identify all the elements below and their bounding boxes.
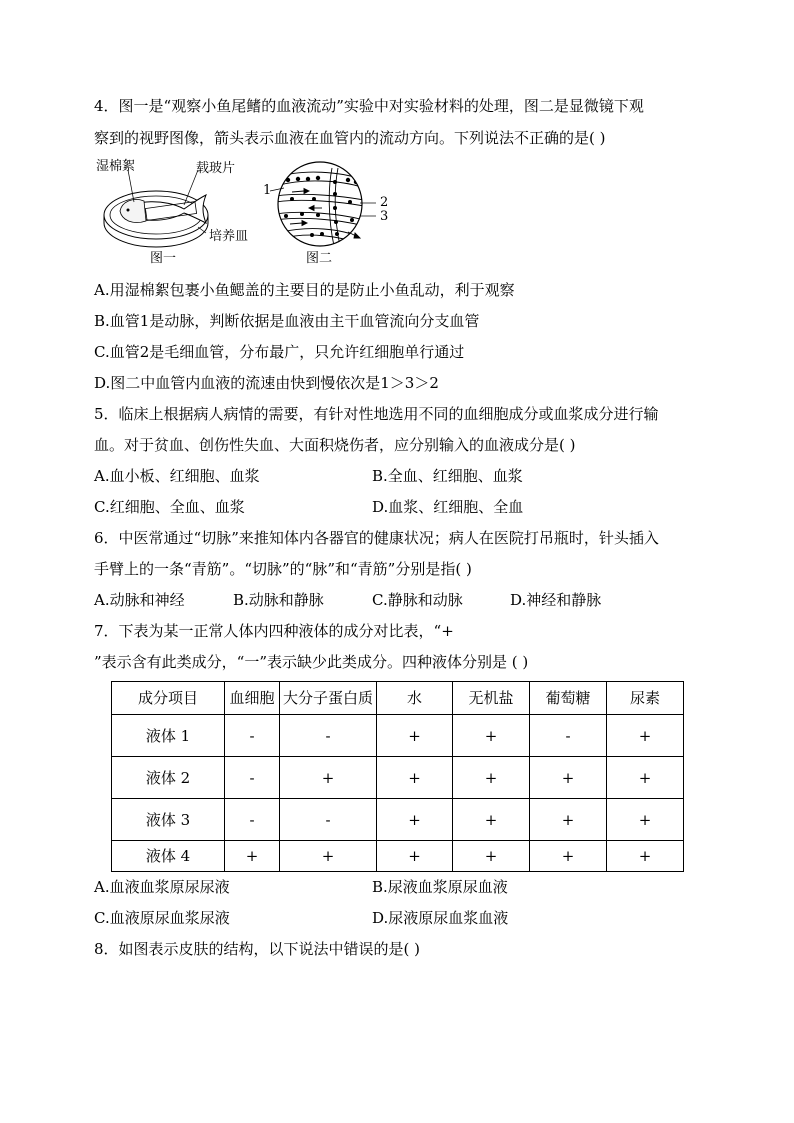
q5-option-b: B.全血、红细胞、血浆	[372, 467, 523, 485]
table-cell: +	[377, 715, 453, 757]
q7-composition-table	[111, 681, 684, 872]
table-header-cell: 尿素	[607, 682, 684, 715]
table-cell: -	[225, 799, 280, 841]
table-cell: 液体 2	[112, 757, 225, 799]
q6-option-b: B.动脉和静脉	[233, 591, 324, 609]
q6-stem-line1: 6．中医常通过“切脉”来推知体内各器官的健康状况；病人在医院打吊瓶时，针头插入	[94, 529, 659, 547]
table-cell: +	[280, 841, 377, 872]
table-cell: 液体 4	[112, 841, 225, 872]
q5-option-d: D.血浆、红细胞、全血	[372, 498, 524, 516]
table-header-cell: 大分子蛋白质	[280, 682, 377, 715]
table-cell: +	[530, 841, 607, 872]
table-cell: -	[530, 715, 607, 757]
table-row	[112, 715, 684, 757]
q5-option-c: C.红细胞、全血、血浆	[94, 498, 245, 516]
table-cell: +	[377, 799, 453, 841]
q8-stem-line1: 8．如图表示皮肤的结构，以下说法中错误的是( )	[94, 940, 421, 958]
q7-option-a: A.血液血浆原尿尿液	[94, 878, 230, 896]
table-cell: +	[225, 841, 280, 872]
table-cell: +	[530, 799, 607, 841]
table-cell: +	[280, 757, 377, 799]
table-cell: -	[280, 715, 377, 757]
table-cell: +	[607, 757, 684, 799]
table-cell: +	[453, 715, 530, 757]
table-cell: +	[453, 841, 530, 872]
table-cell: 液体 3	[112, 799, 225, 841]
table-row	[112, 799, 684, 841]
q4-stem-line1: 4．图一是“观察小鱼尾鳍的血液流动”实验中对实验材料的处理，图二是显微镜下观	[94, 97, 644, 115]
fig2-label-3: 3	[380, 209, 389, 224]
q4-figure-2	[262, 158, 392, 254]
q6-stem-line2: 手臂上的一条“青筋”。“切脉”的“脉”和“青筋”分别是指( )	[94, 560, 472, 578]
fig1-label-slide: 载玻片	[196, 161, 236, 176]
q5-stem-line2: 血。对于贫血、创伤性失血、大面积烧伤者，应分别输入的血液成分是( )	[94, 436, 576, 454]
table-cell: -	[225, 757, 280, 799]
table-cell: -	[280, 799, 377, 841]
table-row	[112, 757, 684, 799]
table-row	[112, 841, 684, 872]
microscope-field-illustration	[262, 158, 392, 254]
table-cell: +	[453, 757, 530, 799]
table-cell: +	[377, 841, 453, 872]
table-header-cell: 葡萄糖	[530, 682, 607, 715]
q7-option-c: C.血液原尿血浆尿液	[94, 909, 230, 927]
table-header-cell: 无机盐	[453, 682, 530, 715]
table-cell: +	[607, 715, 684, 757]
q7-stem-line1: 7．下表为某一正常人体内四种液体的成分对比表，“+	[94, 622, 454, 640]
table-header-cell: 血细胞	[225, 682, 280, 715]
q4-option-b: B.血管1是动脉，判断依据是血液由主干血管流向分支血管	[94, 312, 480, 330]
fig1-label-cotton: 湿棉絮	[96, 159, 136, 174]
q5-stem-line1: 5．临床上根据病人病情的需要，有针对性地选用不同的血细胞成分或血浆成分进行输	[94, 405, 659, 423]
q6-option-c: C.静脉和动脉	[372, 591, 463, 609]
q4-stem-line2: 察到的视野图像，箭头表示血液在血管内的流动方向。下列说法不正确的是( )	[94, 129, 606, 147]
table-header-cell: 水	[377, 682, 453, 715]
fig1-label-dish: 培养皿	[209, 229, 249, 244]
table-cell: +	[453, 799, 530, 841]
table-cell: 液体 1	[112, 715, 225, 757]
q7-stem-line2: ”表示含有此类成分，“一”表示缺少此类成分。四种液体分别是 ( )	[94, 653, 529, 671]
table-cell: +	[607, 841, 684, 872]
table-header-row	[112, 682, 684, 715]
q7-option-d: D.尿液原尿血浆血液	[372, 909, 509, 927]
q5-option-a: A.血小板、红细胞、血浆	[94, 467, 260, 485]
q6-option-a: A.动脉和神经	[94, 591, 185, 609]
fig1-caption: 图一	[150, 251, 177, 266]
fig2-label-2: 2	[380, 195, 389, 210]
q7-option-b: B.尿液血浆原尿血液	[372, 878, 508, 896]
q4-option-c: C.血管2是毛细血管，分布最广，只允许红细胞单行通过	[94, 343, 465, 361]
q4-option-a: A.用湿棉絮包裹小鱼鳃盖的主要目的是防止小鱼乱动，利于观察	[94, 281, 515, 299]
table-cell: -	[225, 715, 280, 757]
table-header-cell: 成分项目	[112, 682, 225, 715]
q6-option-d: D.神经和静脉	[510, 591, 602, 609]
fig2-label-1: 1	[263, 183, 272, 198]
fig2-caption: 图二	[306, 251, 333, 266]
table-cell: +	[530, 757, 607, 799]
table-cell: +	[377, 757, 453, 799]
q4-option-d: D.图二中血管内血液的流速由快到慢依次是1＞3＞2	[94, 374, 439, 392]
table-cell: +	[607, 799, 684, 841]
